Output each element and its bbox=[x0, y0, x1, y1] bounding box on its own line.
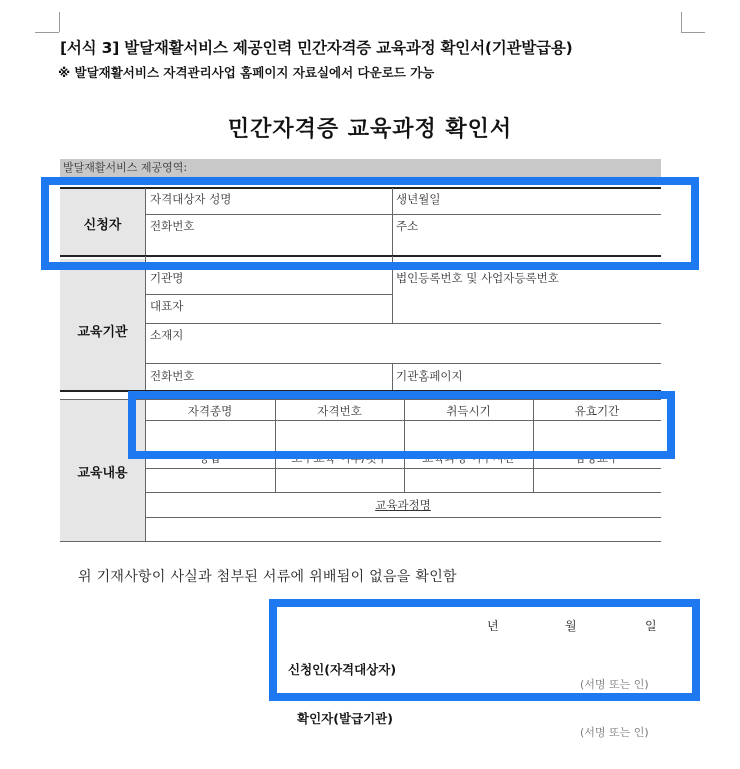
institution-label-divider bbox=[145, 256, 146, 390]
applicant-sign-label: 신청인(자격대상자) bbox=[288, 662, 397, 677]
education-line-4 bbox=[145, 517, 661, 518]
education-hours-label: 교육과정 이수시간 bbox=[422, 451, 515, 465]
crop-mark-top-left-h bbox=[35, 32, 59, 33]
applicant-sign-note: (서명 또는 인) bbox=[580, 678, 649, 691]
institution-line-3 bbox=[145, 363, 661, 364]
education-header-qual-name: 자격종명 bbox=[187, 404, 233, 418]
form-download-note: ※ 발달재활서비스 자격관리사업 홈페이지 자료실에서 다운로드 가능 bbox=[58, 65, 435, 80]
institution-phone-label: 전화번호 bbox=[150, 369, 195, 383]
education-line-2 bbox=[145, 468, 661, 469]
institution-line-1 bbox=[145, 294, 392, 295]
date-year-label: 년 bbox=[487, 619, 499, 633]
crop-mark-top-right-h bbox=[681, 32, 705, 33]
institution-location-label: 소재지 bbox=[150, 328, 184, 342]
education-course-name-label: 교육과정명 bbox=[375, 498, 431, 512]
institution-homepage-label: 기관홈페이지 bbox=[396, 369, 463, 383]
applicant-highlight-box bbox=[41, 177, 699, 270]
issuer-sign-label: 확인자(발급기관) bbox=[297, 711, 393, 726]
applicant-phone-label: 전화번호 bbox=[150, 219, 195, 233]
institution-rep-label: 대표자 bbox=[150, 299, 184, 313]
education-hidden-row bbox=[62, 451, 661, 465]
institution-line-2 bbox=[145, 323, 661, 324]
document-title: 민간자격증 교육과정 확인서 bbox=[227, 117, 513, 142]
issuer-sign-note: (서명 또는 인) bbox=[580, 726, 649, 739]
applicant-birth-label: 생년월일 bbox=[396, 192, 441, 206]
education-grade-label: 등급 bbox=[198, 451, 222, 465]
applicant-address-label: 주소 bbox=[396, 219, 419, 233]
crop-mark-top-left bbox=[59, 12, 60, 32]
crop-mark-top-right bbox=[681, 12, 682, 32]
institution-section-label: 교육기관 bbox=[77, 325, 128, 340]
institution-mid-divider-2 bbox=[392, 363, 393, 390]
confirmation-statement: 위 기재사항이 사실과 첨부된 서류에 위배됨이 없음을 확인함 bbox=[78, 569, 457, 585]
education-line-3 bbox=[145, 492, 661, 493]
applicant-section-label: 신청자 bbox=[83, 218, 122, 233]
education-header-validity: 유효기간 bbox=[574, 404, 620, 418]
education-bottom-border bbox=[60, 541, 661, 542]
education-training-label: 보수교육 여부/횟수 bbox=[291, 451, 388, 465]
signature-highlight-box bbox=[269, 599, 700, 701]
service-area-bar: 발달재활서비스 제공영역: bbox=[60, 159, 661, 177]
education-section-label: 교육내용 bbox=[77, 466, 128, 481]
institution-name-label: 기관명 bbox=[150, 271, 184, 285]
education-header-acquired: 취득시기 bbox=[446, 404, 491, 418]
form-title: [서식 3] 발달재활서비스 제공인력 민간자격증 교육과정 확인서(기관발급용) bbox=[60, 39, 573, 57]
date-day-label: 일 bbox=[645, 619, 657, 633]
applicant-name-label: 자격대상자 성명 bbox=[150, 192, 232, 206]
education-header-highlight-box bbox=[128, 391, 675, 459]
institution-reg-label: 법인등록번호 및 사업자등록번호 bbox=[396, 271, 559, 285]
education-professor-label: 담당교수 bbox=[574, 451, 620, 465]
education-header-qual-number: 자격번호 bbox=[317, 404, 362, 418]
date-month-label: 월 bbox=[565, 619, 577, 633]
